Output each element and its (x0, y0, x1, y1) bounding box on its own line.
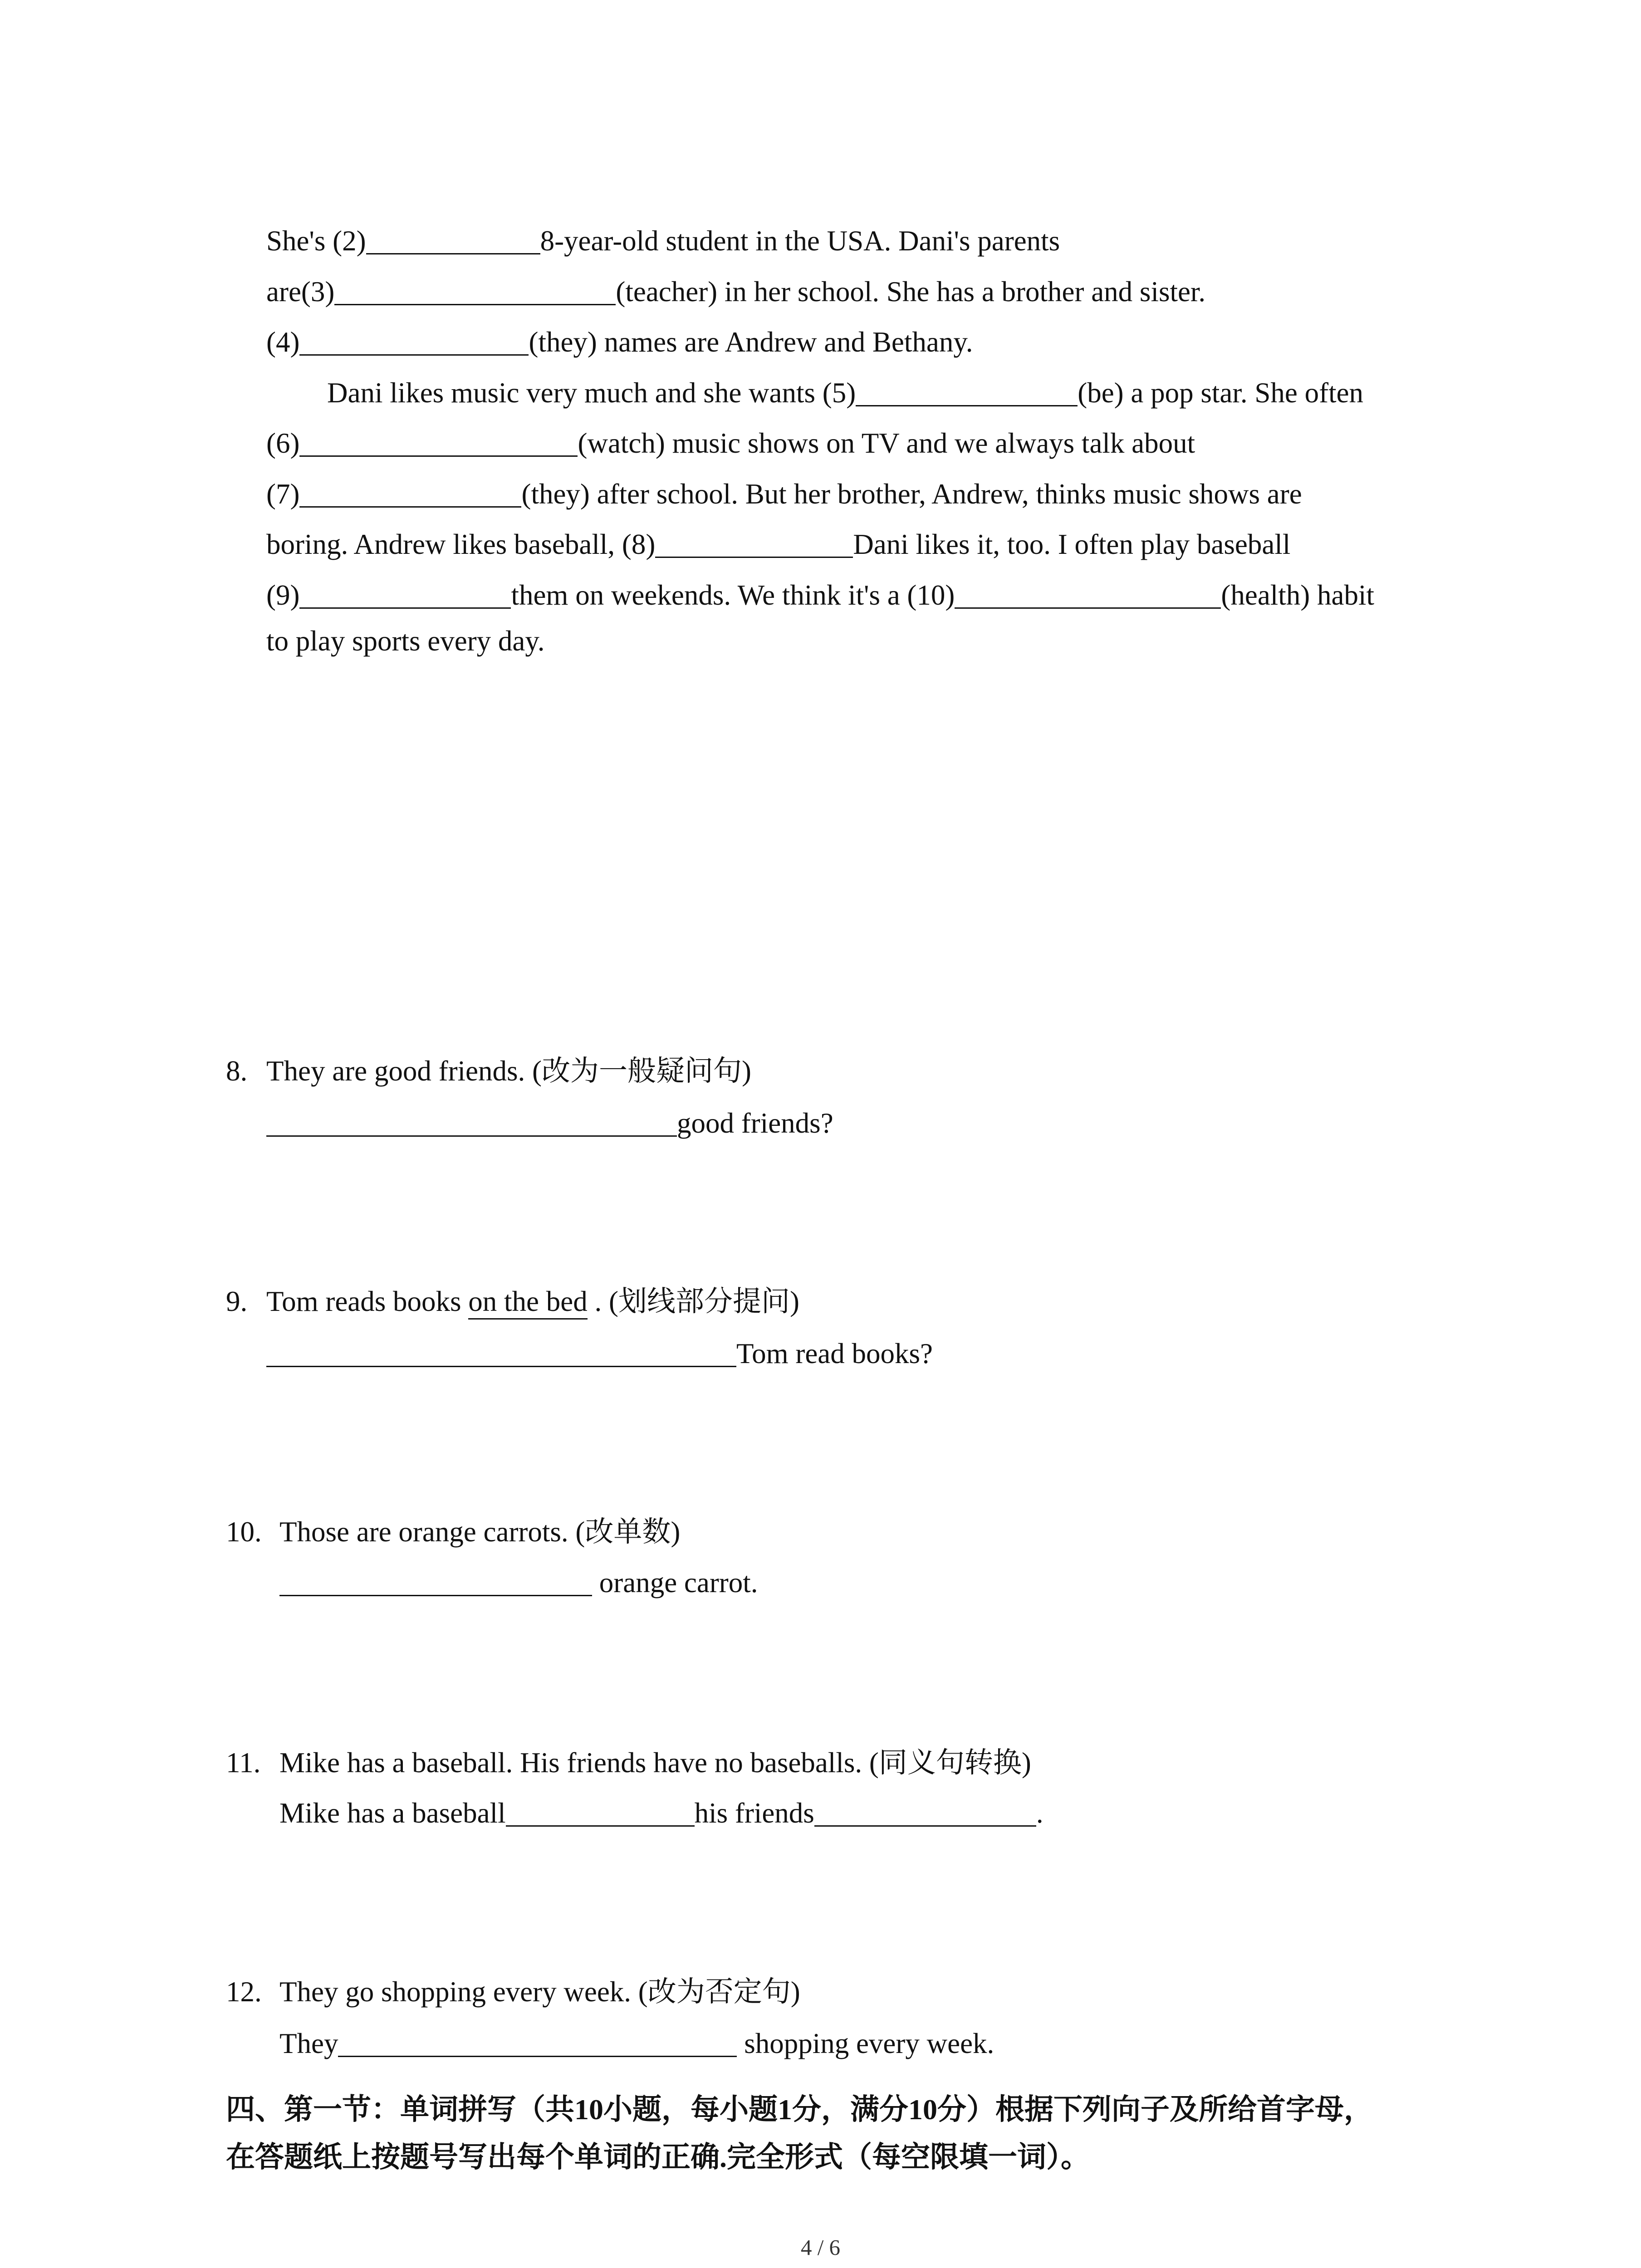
passage-text: (they) names are Andrew and Bethany. (529, 326, 973, 358)
passage-text: 8-year-old student in the USA. Dani's parents (540, 225, 1060, 257)
section-heading-line-2: 在答题纸上按题号写出每个单词的正确.完全形式（每空限填一词）。 (226, 2141, 1090, 2173)
question-number-8: 8. (226, 1055, 248, 1087)
passage-text: (9) (266, 579, 300, 611)
answer-text: good friends? (677, 1107, 833, 1139)
answer-text: his friends (694, 1797, 814, 1829)
blank-4 (299, 354, 529, 356)
blank-9 (299, 607, 511, 609)
passage-text: Dani likes it, too. I often play baseball (853, 528, 1291, 560)
answer-blank (814, 1825, 1036, 1827)
passage-text: are(3) (266, 276, 335, 308)
blank-6 (299, 455, 578, 457)
question-12-answer-line (279, 2019, 994, 2069)
blank-5 (856, 405, 1078, 406)
question-11-answer-line (279, 1788, 1043, 1838)
passage-text: boring. Andrew likes baseball, (8) (266, 528, 656, 560)
passage-text: to play sports every day. (266, 625, 545, 657)
blank-10 (955, 607, 1221, 609)
passage-text: them on weekends. We think it's a (10) (511, 579, 955, 611)
prompt-text: Tom reads books (266, 1286, 469, 1317)
answer-text: . (1036, 1797, 1043, 1829)
question-8-answer-line (266, 1098, 833, 1149)
passage-text: (they) after school. But her brother, Andrew, thinks music shows are (521, 478, 1302, 510)
passage-line-5 (266, 418, 1195, 469)
answer-text: Mike has a baseball (279, 1797, 506, 1829)
answer-text: Tom read books? (736, 1338, 933, 1369)
question-number-12: 12. (226, 1976, 262, 2008)
question-12-prompt: They go shopping every week. (改为否定句) (279, 1976, 800, 2008)
passage-line-2 (266, 267, 1205, 317)
answer-text: orange carrot. (592, 1567, 758, 1598)
question-9-prompt (266, 1276, 799, 1327)
passage-text: (teacher) in her school. She has a brother and sister. (616, 276, 1206, 308)
blank-8 (655, 557, 853, 558)
passage-line-1 (266, 216, 1060, 266)
passage-line-8 (266, 570, 1374, 621)
passage-text: (watch) music shows on TV and we always talk about (578, 427, 1195, 459)
passage-text: (6) (266, 427, 300, 459)
question-10-answer-line (279, 1558, 758, 1608)
page-number: 4 / 6 (800, 2235, 841, 2260)
answer-blank (279, 1595, 592, 1596)
passage-line-3 (266, 317, 973, 367)
passage-line-6 (266, 469, 1302, 519)
prompt-text: . (划线部分提问) (587, 1286, 799, 1317)
passage-text: (health) habit (1221, 579, 1375, 611)
question-10-prompt: Those are orange carrots. (改单数) (279, 1516, 681, 1548)
question-11-prompt: Mike has a baseball. His friends have no baseballs. (同义句转换) (279, 1747, 1031, 1779)
underlined-phrase: on the bed (468, 1286, 587, 1320)
answer-blank (506, 1825, 695, 1827)
question-8-prompt: They are good friends. (改为一般疑问句) (266, 1055, 752, 1087)
answer-text: shopping every week. (737, 2028, 994, 2059)
question-number-9: 9. (226, 1286, 248, 1317)
section-heading-line-1: 四、第一节：单词拼写（共10小题，每小题1分，满分10分）根据下列向子及所给首字母， (226, 2093, 1373, 2126)
question-9-answer-line (266, 1329, 933, 1379)
passage-text: (4) (266, 326, 300, 358)
passage-line-9 (266, 616, 545, 666)
passage-line-4 (327, 368, 1363, 418)
answer-blank (338, 2056, 737, 2057)
passage-line-7 (266, 519, 1290, 570)
answer-blank (266, 1135, 677, 1137)
question-number-11: 11. (226, 1747, 261, 1779)
blank-2 (366, 253, 540, 254)
passage-text: (7) (266, 478, 300, 510)
blank-3 (334, 304, 616, 305)
answer-text: They (279, 2028, 338, 2059)
passage-text: Dani likes music very much and she wants (5) (327, 377, 856, 409)
answer-blank (266, 1366, 736, 1367)
blank-7 (299, 506, 521, 508)
question-number-10: 10. (226, 1516, 262, 1548)
passage-text: She's (2) (266, 225, 366, 257)
passage-text: (be) a pop star. She often (1078, 377, 1364, 409)
